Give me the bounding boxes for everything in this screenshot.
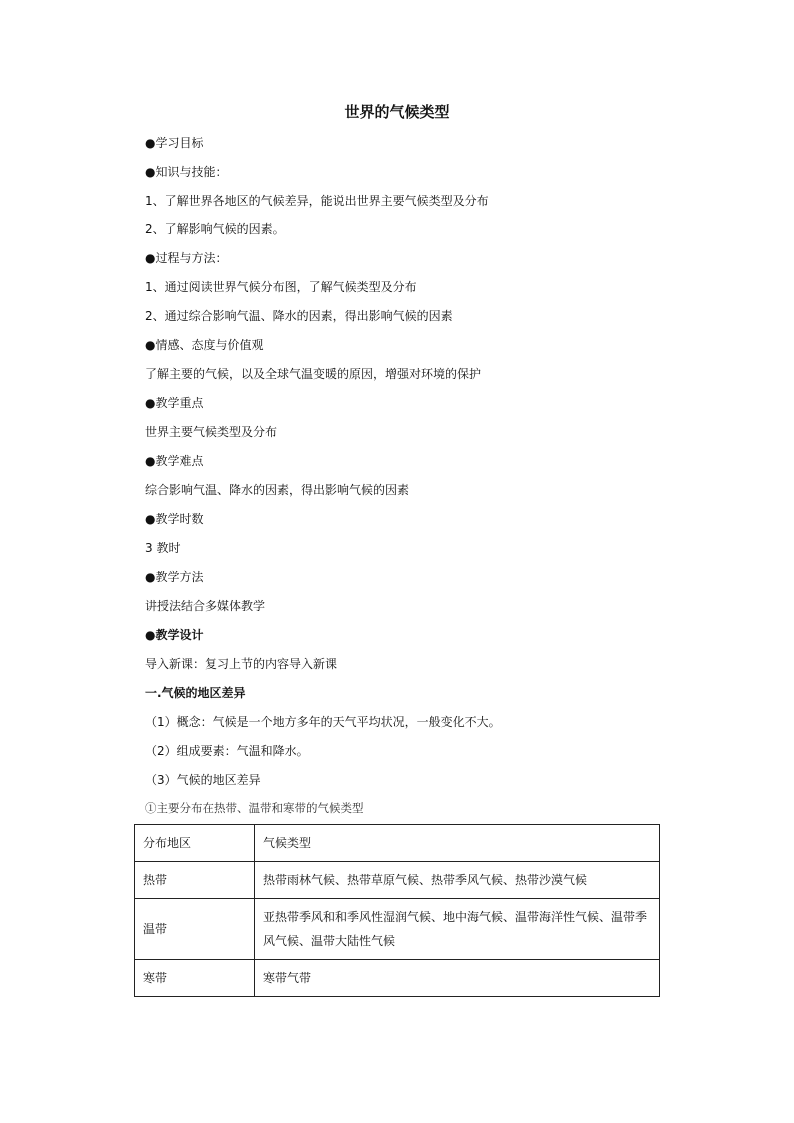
table-row bbox=[135, 862, 660, 899]
text-line: ●学习目标 bbox=[145, 136, 204, 150]
page-title: 世界的气候类型 bbox=[344, 103, 450, 121]
text-line: （3）气候的地区差异 bbox=[145, 773, 261, 787]
table-header-cell: 分布地区 bbox=[135, 825, 255, 862]
table-cell-climate: 寒带气带 bbox=[255, 960, 660, 997]
table-cell-climate: 亚热带季风和和季风性湿润气候、地中海气候、温带海洋性气候、温带季风气候、温带大陆性气候 bbox=[255, 899, 660, 960]
table-row bbox=[135, 899, 660, 960]
text-line: ●教学时数 bbox=[145, 512, 204, 526]
table-cell-region: 热带 bbox=[135, 862, 255, 899]
climate-table bbox=[134, 824, 660, 997]
text-line: 1、了解世界各地区的气候差异，能说出世界主要气候类型及分布 bbox=[145, 194, 489, 208]
text-line: ●情感、态度与价值观 bbox=[145, 338, 264, 352]
table-row bbox=[135, 960, 660, 997]
table-header-cell: 气候类型 bbox=[255, 825, 660, 862]
table-cell-climate: 热带雨林气候、热带草原气候、热带季风气候、热带沙漠气候 bbox=[255, 862, 660, 899]
text-line: 综合影响气温、降水的因素，得出影响气候的因素 bbox=[145, 483, 410, 497]
section-heading: ●教学设计 bbox=[145, 628, 204, 642]
text-line: 1、通过阅读世界气候分布图，了解气候类型及分布 bbox=[145, 280, 417, 294]
table-header-row bbox=[135, 825, 660, 862]
section-heading: 一.气候的地区差异 bbox=[145, 686, 246, 700]
text-line: 2、了解影响气候的因素。 bbox=[145, 222, 285, 236]
table-cell-region: 温带 bbox=[135, 899, 255, 960]
text-line: 世界主要气候类型及分布 bbox=[145, 425, 278, 439]
text-line: （1）概念：气候是一个地方多年的天气平均状况，一般变化不大。 bbox=[145, 715, 501, 729]
text-line: ●知识与技能： bbox=[145, 165, 228, 179]
table-caption: ①主要分布在热带、温带和寒带的气候类型 bbox=[145, 801, 364, 815]
table-cell-region: 寒带 bbox=[135, 960, 255, 997]
text-line: ●教学重点 bbox=[145, 396, 204, 410]
text-line: ●过程与方法： bbox=[145, 251, 228, 265]
text-line: 2、通过综合影响气温、降水的因素，得出影响气候的因素 bbox=[145, 309, 453, 323]
text-line: ●教学方法 bbox=[145, 570, 204, 584]
text-line: 导入新课：复习上节的内容导入新课 bbox=[145, 657, 338, 671]
text-line: （2）组成要素：气温和降水。 bbox=[145, 744, 309, 758]
text-line: ●教学难点 bbox=[145, 454, 204, 468]
text-line: 讲授法结合多媒体教学 bbox=[145, 599, 266, 613]
text-line: 了解主要的气候，以及全球气温变暖的原因，增强对环境的保护 bbox=[145, 367, 482, 381]
text-line: 3 教时 bbox=[145, 541, 181, 555]
